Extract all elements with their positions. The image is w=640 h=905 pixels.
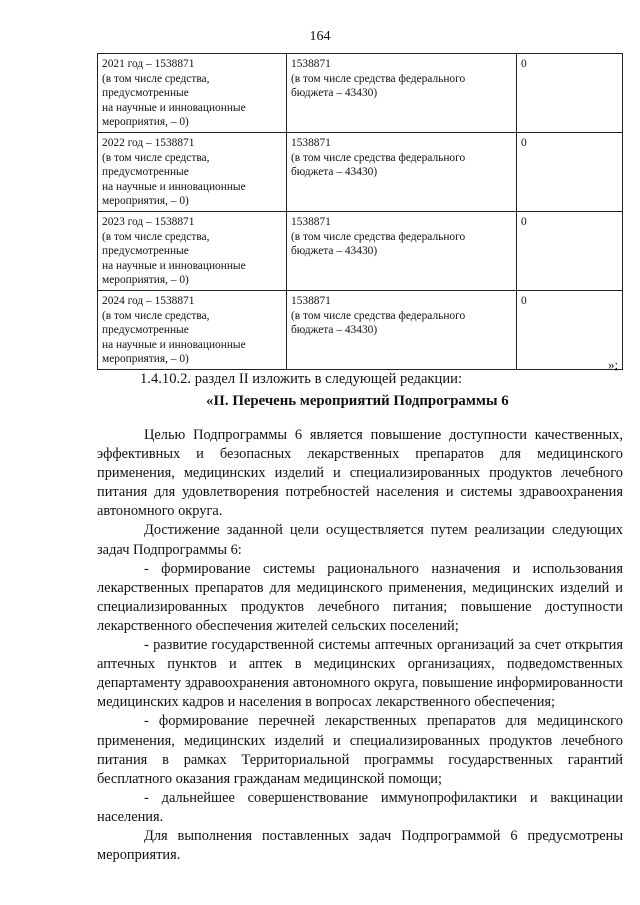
list-item-task: - развитие государственной системы аптечных организаций за счет открытия аптечных пунктов и аптек в медицинских организациях, подведомственных департаменту здравоохранения автономного округа, повышение информированности медицинских кадров и населения в вопросах лекарственного обеспечения; bbox=[97, 637, 623, 711]
paragraph-tasks-intro: Достижение заданной цели осуществляется путем реализации следующих задач Подпрограммы 6: bbox=[97, 522, 623, 558]
funding-table bbox=[97, 53, 623, 370]
table-row bbox=[98, 290, 623, 369]
table-row bbox=[98, 132, 623, 211]
table-cell-other: 0 bbox=[517, 54, 623, 133]
table-cell-budget: 1538871 (в том числе средства федерального бюджета – 43430) bbox=[287, 290, 517, 369]
list-item-task: - формирование перечней лекарственных препаратов для медицинского применения, медицинских изделий и специализированных продуктов лечебного питания в рамках Территориальной программы государственных гарантий бесплатного оказания гражданам медицинской помощи; bbox=[97, 713, 623, 787]
paragraph-goal: Целью Подпрограммы 6 является повышение доступности качественных, эффективных и безопасных лекарственных препаратов для медицинского применения, медицинских изделий и специализированных продуктов лечебного питания для удовлетворения потребностей населения и системы здравоохранения автономного округа. bbox=[97, 427, 623, 520]
table-cell-other: 0 bbox=[517, 211, 623, 290]
table-cell-year-total: 2021 год – 1538871 (в том числе средства, предусмотренные на научные и инновационные мероприятия, – 0) bbox=[98, 54, 287, 133]
table-row bbox=[98, 211, 623, 290]
amendment-line: 1.4.10.2. раздел II изложить в следующей редакции: bbox=[140, 371, 463, 387]
list-item-task: - дальнейшее совершенствование иммунопрофилактики и вакцинации населения. bbox=[97, 789, 623, 825]
table-cell-other: 0 bbox=[517, 132, 623, 211]
list-item-task: - формирование системы рационального назначения и использования лекарственных препаратов для медицинского применения, медицинских изделий и специализированных продуктов лечебного питания; повышение доступности лекарственного обеспечения жителей сельских поселений; bbox=[97, 560, 623, 634]
table-cell-year-total: 2022 год – 1538871 (в том числе средства, предусмотренные на научные и инновационные мероприятия, – 0) bbox=[98, 132, 287, 211]
table-cell-budget: 1538871 (в том числе средства федерального бюджета – 43430) bbox=[287, 54, 517, 133]
paragraph-measures: Для выполнения поставленных задач Подпрограммой 6 предусмотрены мероприятия. bbox=[97, 827, 623, 864]
section-title: «II. Перечень мероприятий Подпрограммы 6 bbox=[206, 393, 509, 409]
table-cell-budget: 1538871 (в том числе средства федерального бюджета – 43430) bbox=[287, 211, 517, 290]
table-row bbox=[98, 54, 623, 133]
table-closing-mark: »; bbox=[608, 357, 619, 372]
table-cell-year-total: 2023 год – 1538871 (в том числе средства, предусмотренные на научные и инновационные мероприятия, – 0) bbox=[98, 211, 287, 290]
table-cell-year-total: 2024 год – 1538871 (в том числе средства, предусмотренные на научные и инновационные мероприятия, – 0) bbox=[98, 290, 287, 369]
table-cell-other: 0 bbox=[517, 290, 623, 369]
body-text bbox=[97, 426, 623, 865]
table-cell-budget: 1538871 (в том числе средства федерального бюджета – 43430) bbox=[287, 132, 517, 211]
page-number: 164 bbox=[309, 29, 331, 44]
